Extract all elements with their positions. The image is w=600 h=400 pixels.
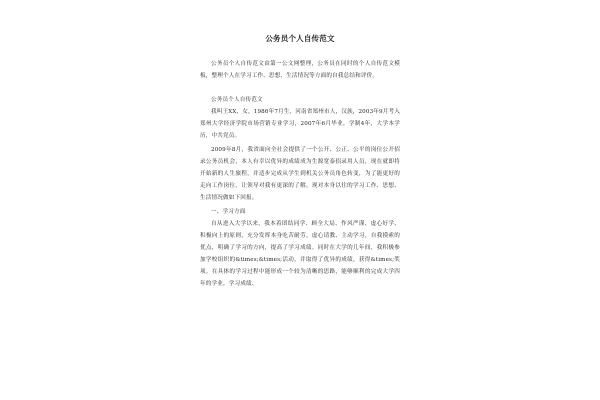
personal-info-paragraph: 我叫王XX，女，1986年7月生，河南省郑州市人，汉族，2003年9月考入郑州大学经济学院市场营销专业学习，2007年6月毕业，学制4年，大学本学历，中共党员。: [200, 109, 400, 139]
document-body: [200, 34, 400, 290]
recruitment-paragraph: 2009年8月，我省面向全社会提供了一个公开、公正、公平的岗位公开招录公务员机会，本人有幸以优异的成绩成为生源宽泰招录用人员，现在就即将开始新的人生旅程，并适步完成从学生到机关公务员角色转变，为了能更好的走向工作岗位，让领导对我有更深的了解，现对本身以往的学习工作、思想、生活情况做如下回报。: [200, 147, 400, 201]
study-subheading: 一、学习方面: [211, 209, 246, 215]
document-title: 公务员个人自传范文: [265, 34, 335, 43]
intro-paragraph: 公务员个人自传范文由第一公文网整理，公务员在同时的个人自传范文模板，整理个人在学习工作、思想、生活情况等方面的自我总结和评价。: [200, 61, 400, 79]
section-title: 公务员个人自传范文: [211, 97, 263, 103]
study-paragraph: 自从进入大学以来，我本着团结同学、顾全大局、作风严谨、虚心好学、积极向上的原则，充分发挥本身吃苦耐劳，虚心请教、主动学习，自我摸索的优点，明确了学习的方向，提高了学习成绩。同时在大学的几年间，我积极参加学校组织的&times;&times;活动，并取得了优异的成绩，获得&times;奖项。在具体的学习过程中能形成一个较为清晰的思路，能够顺利的完成大学四年的学业，学习成绩、: [200, 221, 400, 287]
